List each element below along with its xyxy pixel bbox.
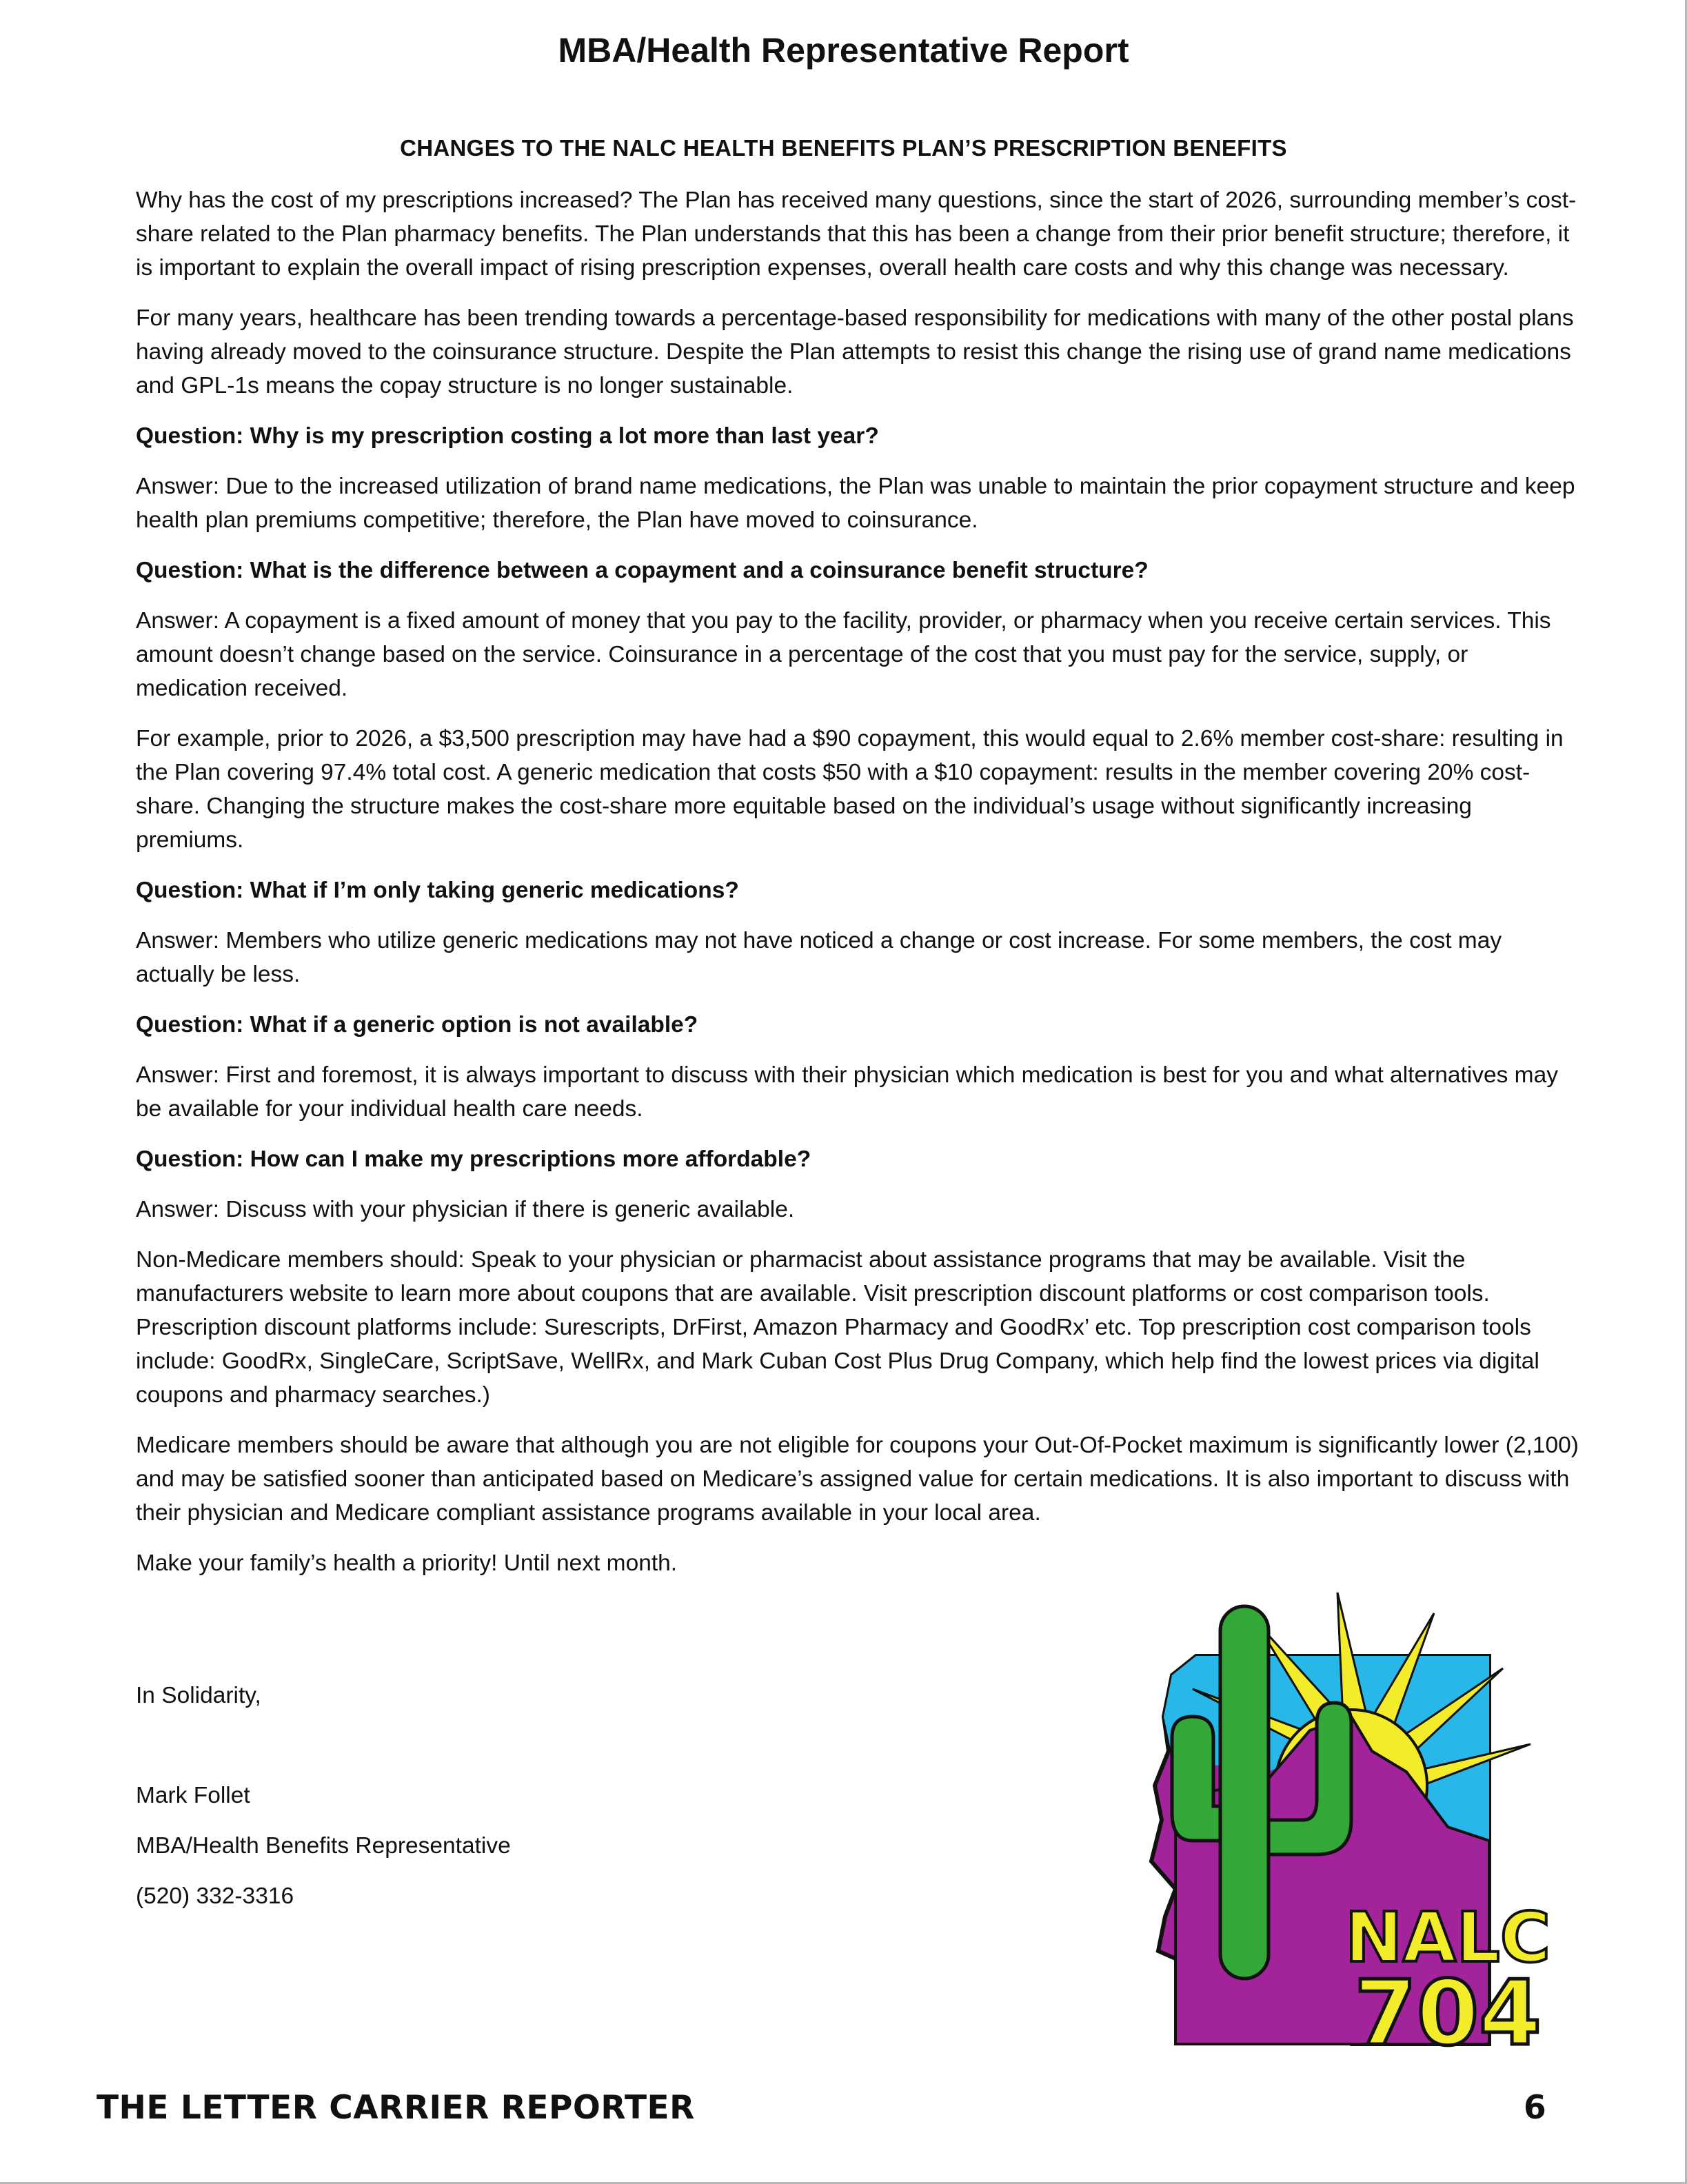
article-body [136,183,1580,1597]
signature-role: MBA/Health Benefits Representative [136,1833,511,1859]
page-title: MBA/Health Representative Report [558,31,1129,70]
question-5: Question: How can I make my prescriptions more affordable? [136,1146,811,1172]
question-1: Question: Why is my prescription costing a lot more than last year? [136,423,879,449]
signature-name: Mark Follet [136,1783,250,1808]
answer-3: Answer: Members who utilize generic medications may not have noticed a change or cost increase. For some members, the cost may actually be less. [136,928,1502,987]
question-4: Question: What if a generic option is not available? [136,1012,698,1038]
answer-1: Answer: Due to the increased utilization of brand name medications, the Plan was unable to maintain the prior copayment structure and keep health plan premiums competitive; therefore, the Plan have moved to coinsurance. [136,474,1575,533]
paragraph-example: For example, prior to 2026, a $3,500 prescription may have had a $90 copayment, this would equal to 2.6% member cost-share: resulting in the Plan covering 97.4% total cost. A generic medication that costs $50 with a $10 copayment: results in the member covering 20% cost-share. Changing the structure makes the cost-share more equitable based on the individual’s usage without significantly increasing premiums. [136,726,1564,853]
signature-phone: (520) 332-3316 [136,1883,294,1909]
paragraph-trend: For many years, healthcare has been trending towards a percentage-based responsibility for medications with many of the other postal plans having already moved to the coinsurance structure. Despite the Plan attempts to resist this change the rising use of grand name medications and GPL-1s means the copay structure is no longer sustainable. [136,305,1574,398]
article-subtitle: CHANGES TO THE NALC HEALTH BENEFITS PLAN’S PRESCRIPTION BENEFITS [400,135,1287,161]
answer-5: Answer: Discuss with your physician if there is generic available. [136,1197,795,1222]
signature-salutation: In Solidarity, [136,1683,261,1708]
logo-nalc: NALC [1344,1897,1551,1978]
logo-704: 704 [1354,1961,1542,2048]
paragraph-closing: Make your family’s health a priority! Until next month. [136,1550,678,1576]
question-2: Question: What is the difference between a copayment and a coinsurance benefit structure? [136,558,1149,583]
paragraph-medicare: Medicare members should be aware that although you are not eligible for coupons your Out-Of-Pocket maximum is significantly lower (2,100) and may be satisfied sooner than anticipated based on Medicare’s assigned value for certain medications. It is also important to discuss with their physician and Medicare compliant assistance programs available in your local area. [136,1433,1579,1526]
page-number: 6 [1524,2089,1546,2127]
answer-4: Answer: First and foremost, it is always important to discuss with their physician which medication is best for you and what alternatives may be available for your individual health care needs. [136,1062,1558,1122]
paragraph-non-medicare: Non-Medicare members should: Speak to your physician or pharmacist about assistance programs that may be available. Visit the manufacturers website to learn more about coupons that are available. Visit prescription discount platforms or cost comparison tools. Prescription discount platforms include: Surescripts, DrFirst, Amazon Pharmacy and GoodRx’ etc. Top prescription cost comparison tools include: GoodRx, SingleCare, ScriptSave, WellRx, and Mark Cuban Cost Plus Drug Company, which help find the lowest prices via digital coupons and pharmacy searches.) [136,1247,1539,1408]
paragraph-intro: Why has the cost of my prescriptions increased? The Plan has received many questions, since the start of 2026, surrounding member’s cost-share related to the Plan pharmacy benefits. The Plan understands that this has been a change from their prior benefit structure; therefore, it is important to explain the overall impact of rising prescription expenses, overall health care costs and why this change was necessary. [136,188,1577,281]
answer-2: Answer: A copayment is a fixed amount of money that you pay to the facility, provider, or pharmacy when you receive certain services. This amount doesn’t change based on the service. Coinsurance in a percentage of the cost that you must pay for the service, supply, or medication received. [136,608,1551,701]
nalc-704-logo [1144,1593,1586,2048]
publication-name: THE LETTER CARRIER REPORTER [97,2089,695,2127]
question-3: Question: What if I’m only taking generic medications? [136,878,739,903]
